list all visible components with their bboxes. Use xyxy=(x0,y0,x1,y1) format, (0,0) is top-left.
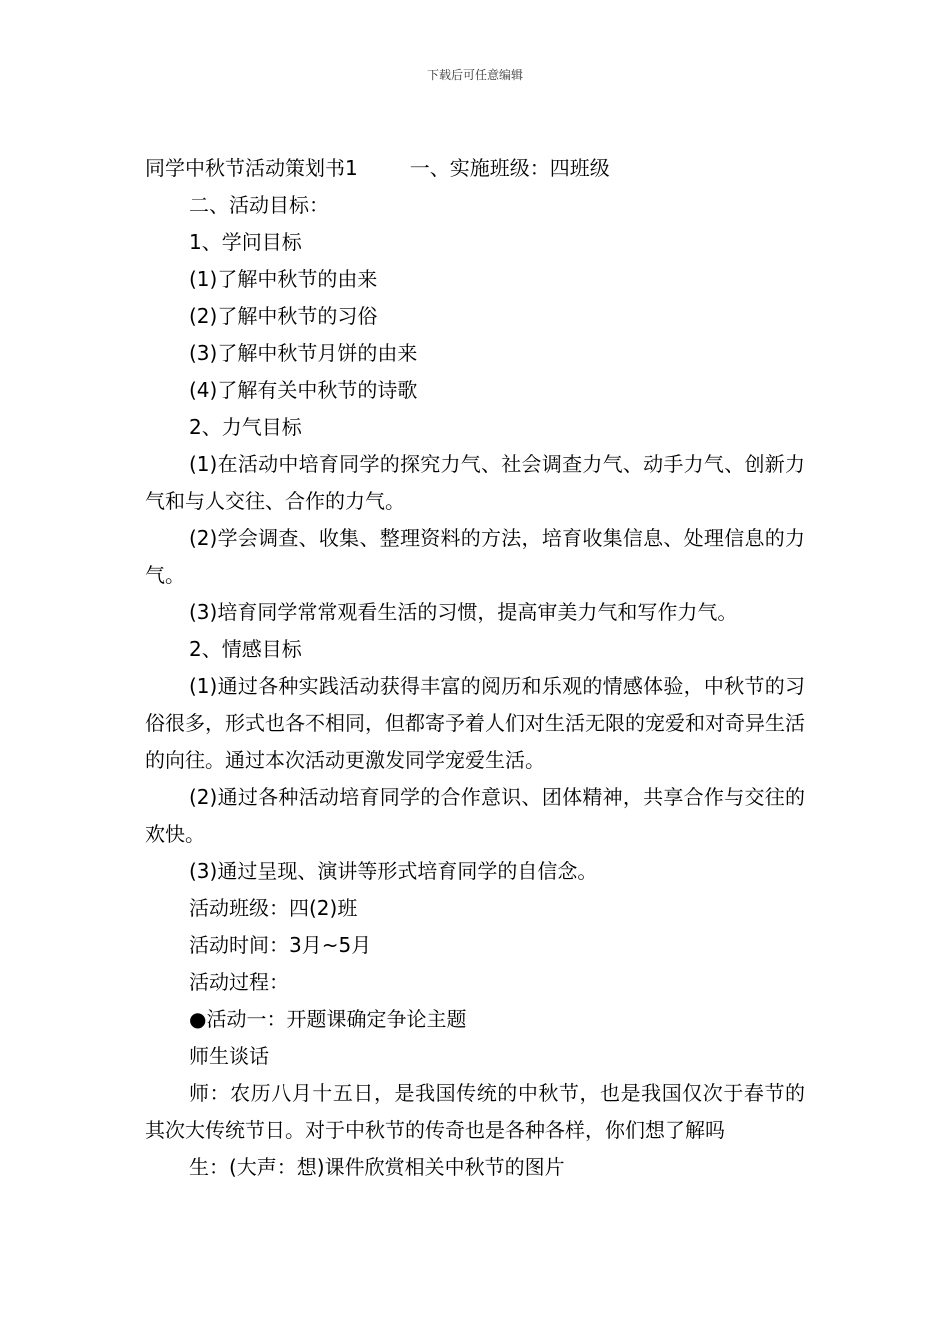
paragraph: 2、力气目标 xyxy=(189,415,302,439)
paragraph: (1)了解中秋节的由来 xyxy=(189,267,378,291)
paragraph: (1)在活动中培育同学的探究力气、社会调查力气、动手力气、创新力气和与人交往、合作的力气。 xyxy=(145,452,805,513)
paragraph: (3)通过呈现、演讲等形式培育同学的自信念。 xyxy=(189,859,598,883)
paragraph: (3)培育同学常常观看生活的习惯，提高审美力气和写作力气。 xyxy=(189,600,738,624)
paragraph: (3)了解中秋节月饼的由来 xyxy=(189,341,418,365)
title-line xyxy=(145,150,805,187)
document-body xyxy=(145,150,805,1186)
paragraph: (2)通过各种活动培育同学的合作意识、团体精神，共享合作与交往的欢快。 xyxy=(145,785,805,846)
paragraph: 师生谈话 xyxy=(189,1044,269,1068)
document-title: 同学中秋节活动策划书1 xyxy=(145,156,358,180)
paragraph: 生：(大声：想)课件欣赏相关中秋节的图片 xyxy=(189,1155,565,1179)
paragraph: 2、情感目标 xyxy=(189,637,302,661)
paragraph: (1)通过各种实践活动获得丰富的阅历和乐观的情感体验，中秋节的习俗很多，形式也各不相同，但都寄予着人们对生活无限的宠爱和对奇异生活的向往。通过本次活动更激发同学宠爱生活。 xyxy=(145,674,805,772)
paragraph: 活动班级：四(2)班 xyxy=(189,896,358,920)
paragraph: 1、学问目标 xyxy=(189,230,302,254)
paragraph: 活动过程： xyxy=(189,970,289,994)
paragraph: (2)学会调查、收集、整理资料的方法，培育收集信息、处理信息的力气。 xyxy=(145,526,805,587)
paragraph: 二、活动目标： xyxy=(189,193,329,217)
header-note: 下载后可任意编辑 xyxy=(426,68,523,82)
paragraph: 活动时间：3月~5月 xyxy=(189,933,372,957)
paragraph: (2)了解中秋节的习俗 xyxy=(189,304,378,328)
paragraph: ●活动一：开题课确定争论主题 xyxy=(189,1007,467,1031)
paragraph: (4)了解有关中秋节的诗歌 xyxy=(189,378,418,402)
first-item: 一、实施班级：四班级 xyxy=(409,156,610,180)
paragraph: 师：农历八月十五日，是我国传统的中秋节，也是我国仅次于春节的其次大传统节日。对于中秋节的传奇也是各种各样，你们想了解吗 xyxy=(145,1081,805,1142)
